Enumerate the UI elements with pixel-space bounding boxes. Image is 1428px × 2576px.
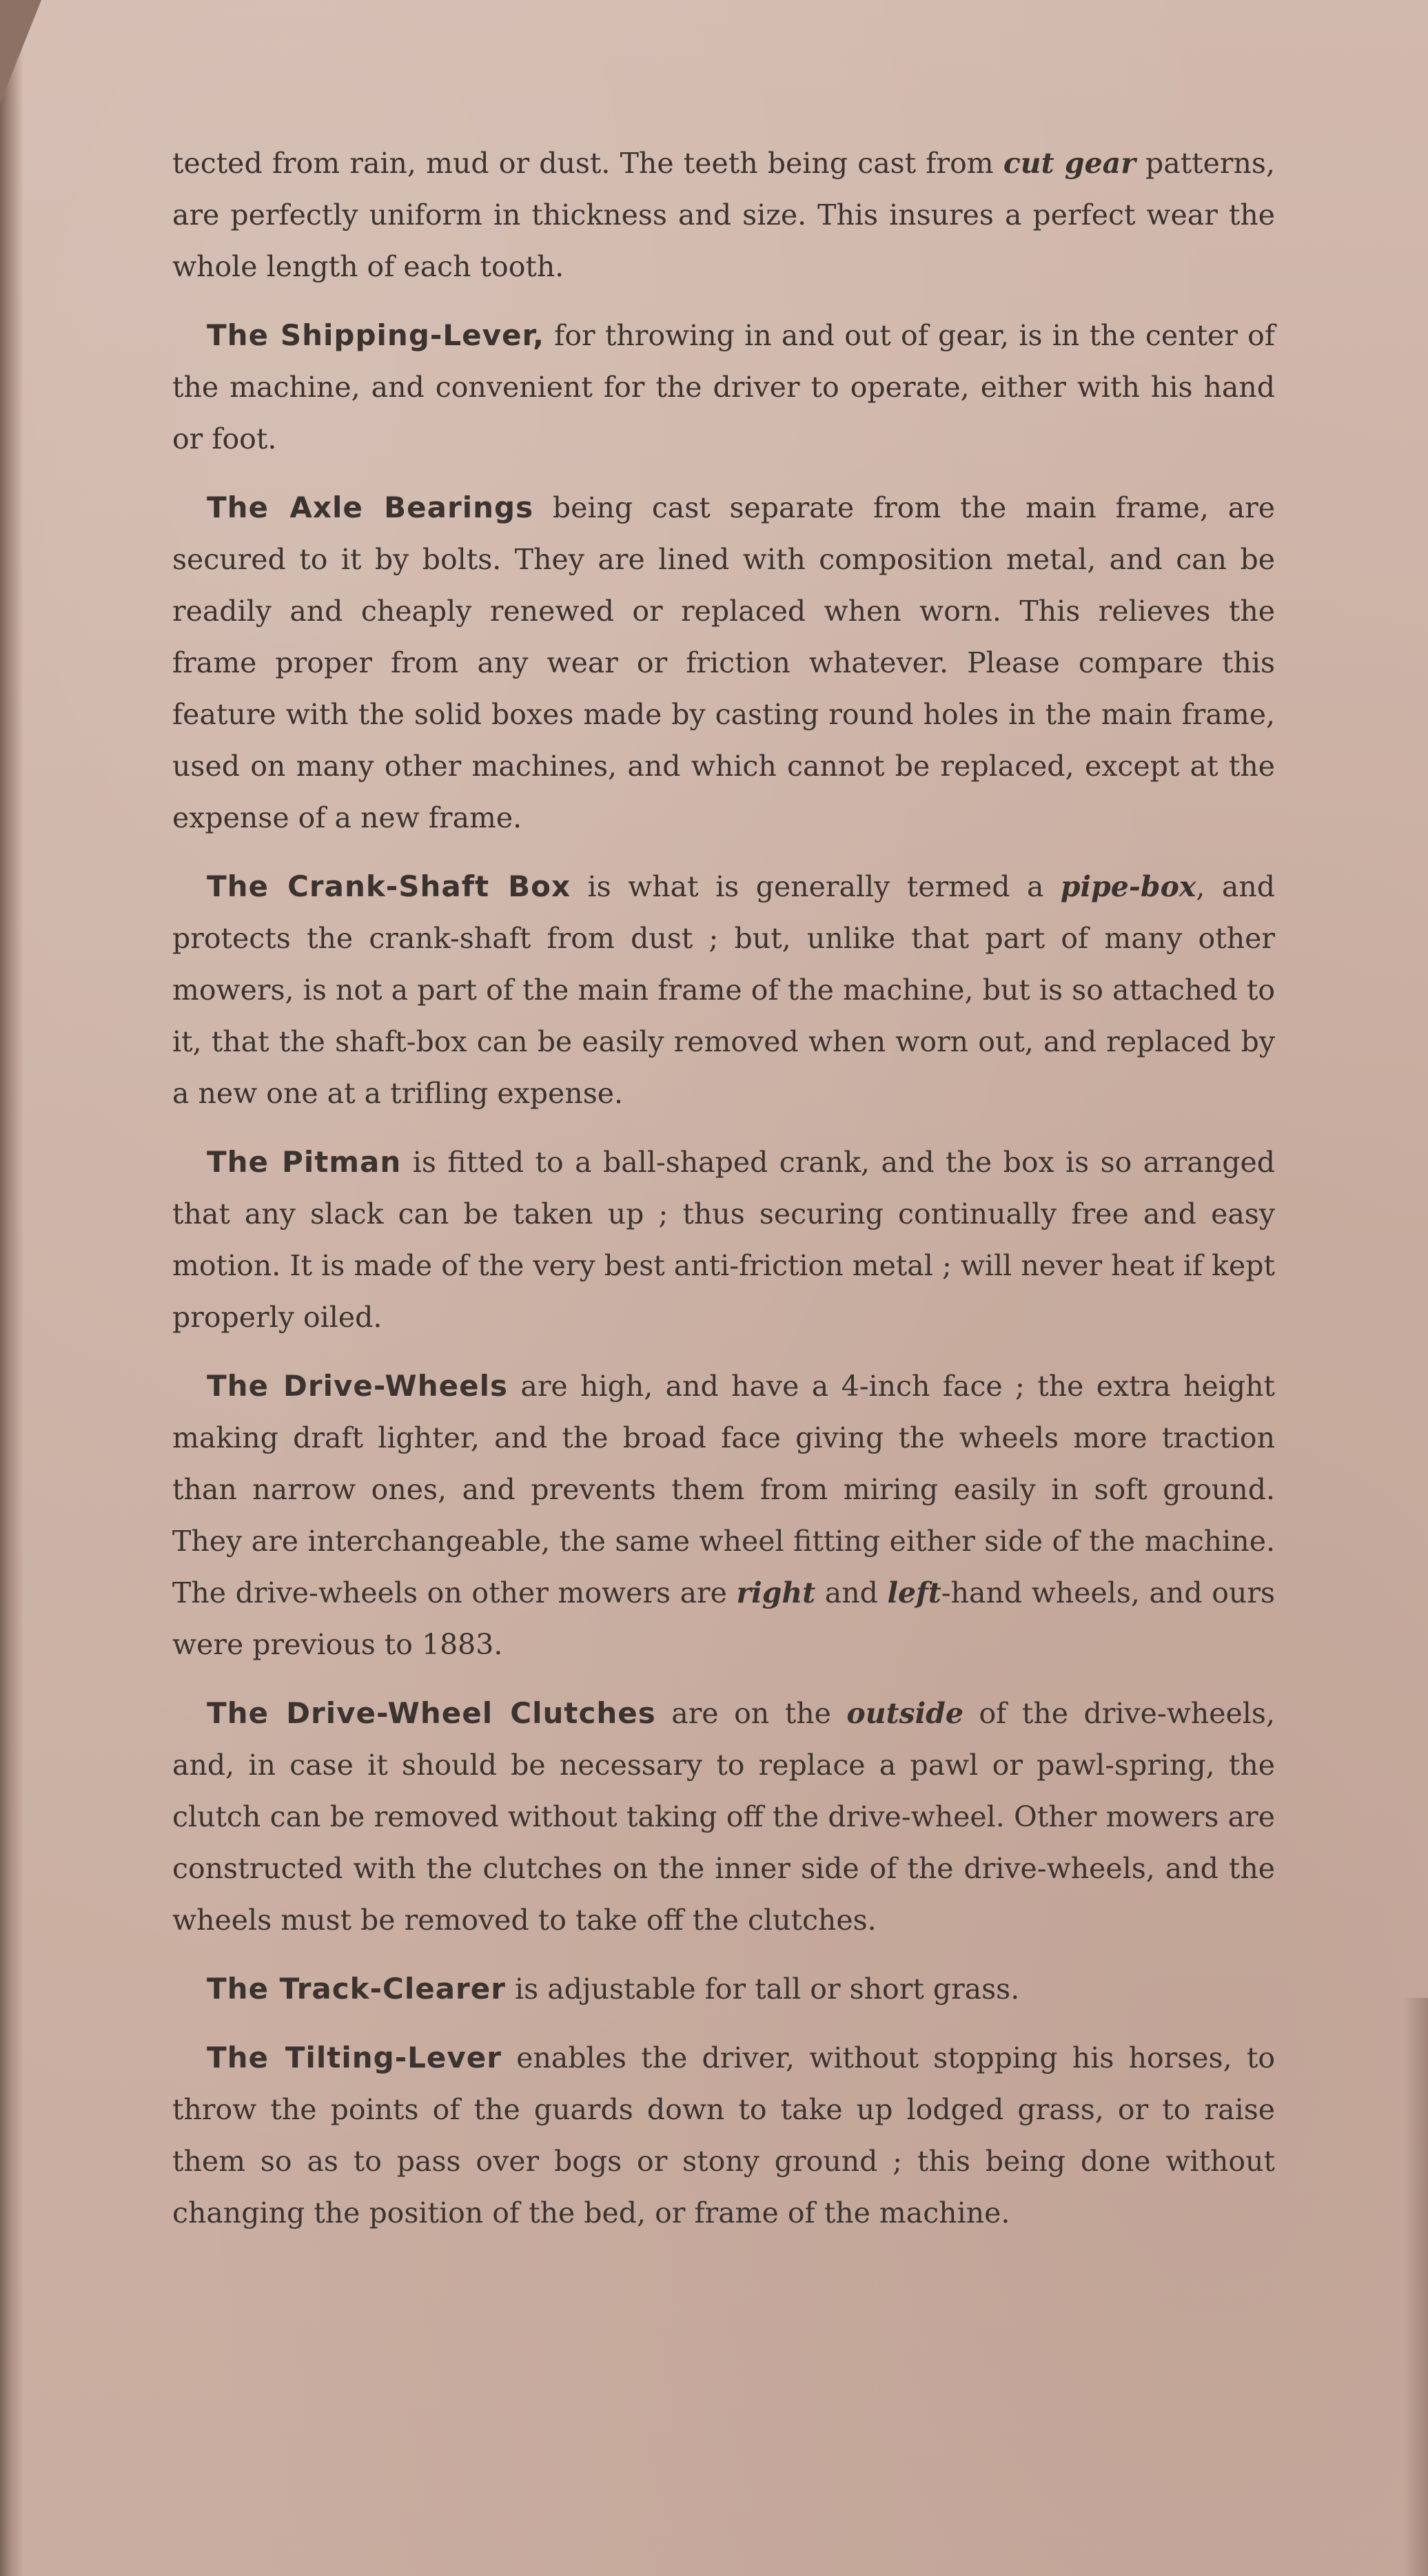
emphasis-cut-gear: cut gear (1003, 147, 1136, 180)
emphasis-right: right (736, 1576, 816, 1609)
heading-drive-wheel-clutches: The Drive-Wheel Clutches (207, 1696, 656, 1730)
heading-shipping-lever: The Shipping-Lever, (207, 318, 544, 352)
paragraph-crank-shaft-box: The Crank-Shaft Box is what is generally termed a pipe-box, and protects the crank-shaft from dust ; but, unlike that part of many other mowers, is not a part of the main frame of the machine, but is so attached to it, that the shaft-box can be easily removed when worn out, and replaced by a new one at a trifling expense. (172, 869, 1275, 1110)
page-edge-right (1403, 1998, 1428, 2576)
paragraph-drive-wheels: The Drive-Wheels are high, and have a 4-inch face ; the extra height making draft lighter, and the broad face giving the wheels more traction than narrow ones, and prevents them from miring easily in soft ground. They are interchangeable, the same wheel fitting either side of the machine. The drive-wheels on other mowers are right and left-hand wheels, and ours were previous to 1883. (172, 1369, 1275, 1661)
heading-pitman: The Pitman (207, 1145, 402, 1179)
heading-crank-shaft-box: The Crank-Shaft Box (207, 869, 571, 903)
binding-edge (0, 0, 23, 2576)
emphasis-left: left (887, 1576, 941, 1609)
heading-drive-wheels: The Drive-Wheels (207, 1369, 508, 1403)
paragraph-tilting-lever: The Tilting-Lever enables the driver, without stopping his horses, to throw the points of the guards down to take up lodged grass, or to raise them so as to pass over bogs or stony ground ; this being done without changing the position of the bed, or frame of the machine. (172, 2041, 1276, 2229)
emphasis-pipe-box: pipe-box (1060, 870, 1196, 903)
paragraph-continuation: tected from rain, mud or dust. The teeth being cast from cut gear patterns, are perfectly uniform in thickness and size. This insures a perfect wear the whole length of each tooth. (172, 147, 1275, 283)
heading-axle-bearings: The Axle Bearings (207, 491, 534, 524)
paragraph-drive-wheel-clutches: The Drive-Wheel Clutches are on the outside of the drive-wheels, and, in case it should be necessary to replace a pawl or pawl-spring, the clutch can be removed without taking off the drive-wheel. Other mowers are constructed with the clutches on the inner side of the drive-wheels, and the wheels must be removed to take off the clutches. (172, 1696, 1275, 1937)
emphasis-outside: outside (846, 1697, 963, 1730)
page-corner (0, 0, 41, 103)
paragraph-track-clearer: The Track-Clearer is adjustable for tall or short grass. (207, 1972, 1020, 2006)
body-text (172, 138, 1275, 2377)
paragraph-axle-bearings: The Axle Bearings being cast separate from the main frame, are secured to it by bolts. They are lined with composition metal, and can be readily and cheaply renewed or replaced when worn. This relieves the frame proper from any wear or friction whatever. Please compare this feature with the solid boxes made by casting round holes in the main frame, used on many other machines, and which cannot be replaced, except at the expense of a new frame. (172, 491, 1275, 834)
heading-track-clearer: The Track-Clearer (207, 1972, 506, 2006)
paragraph-pitman: The Pitman is fitted to a ball-shaped crank, and the box is so arranged that any slack can be taken up ; thus securing continually free and easy motion. It is made of the very best anti-friction metal ; will never heat if kept properly oiled. (172, 1145, 1276, 1334)
heading-tilting-lever: The Tilting-Lever (207, 2041, 502, 2074)
paragraph-shipping-lever: The Shipping-Lever, for throwing in and out of gear, is in the center of the machine, and convenient for the driver to operate, either with his hand or foot. (172, 318, 1276, 455)
